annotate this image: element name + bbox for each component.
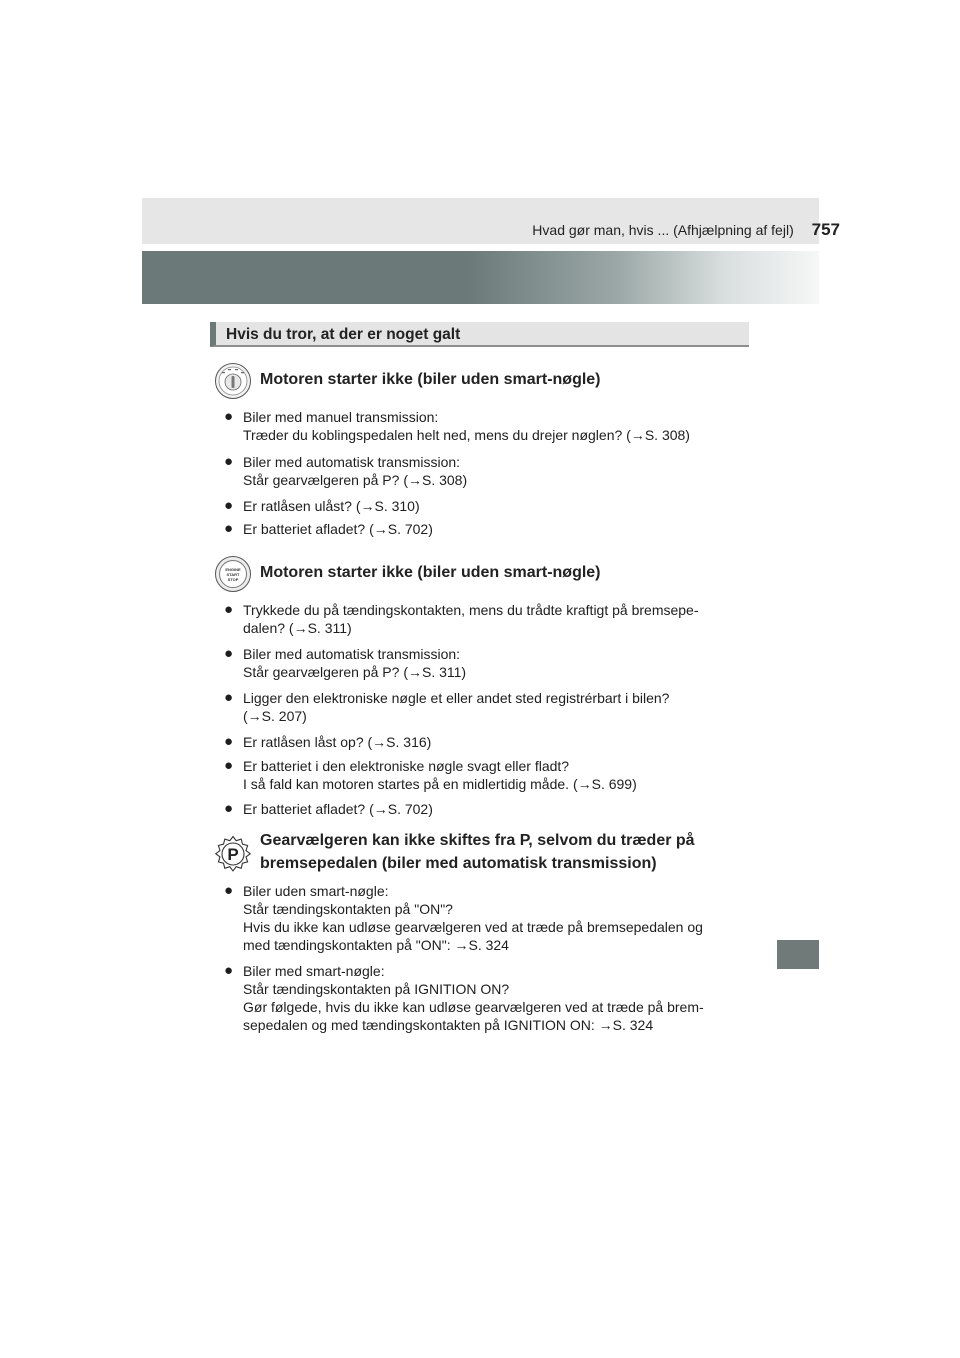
list-item — [224, 453, 750, 489]
list-item — [224, 497, 750, 515]
ignition-key-switch-icon — [214, 362, 252, 400]
park-gear-p-icon — [214, 835, 252, 873]
item-line: Er batteriet afladet? (→S. 702) — [243, 521, 433, 537]
bullet-icon: ● — [224, 800, 234, 817]
bullet-icon: ● — [224, 689, 234, 706]
list-item — [224, 882, 750, 954]
bullet-icon: ● — [224, 962, 234, 979]
list-item — [224, 689, 750, 725]
item-line: Står gearvælgeren på P? (→S. 308) — [243, 472, 468, 488]
engine-start-stop-button-icon — [214, 555, 252, 593]
list-item — [224, 601, 750, 637]
item-line: Træder du koblingspedalen helt ned, mens du drejer nøglen? (→S. 308) — [243, 427, 690, 443]
bullet-icon: ● — [224, 408, 234, 425]
item-line: Står gearvælgeren på P? (→S. 311) — [243, 664, 467, 680]
item-line: Biler med automatisk transmission: — [243, 646, 461, 662]
svg-text:STOP: STOP — [227, 577, 239, 582]
item-line: Står tændingskontakten på IGNITION ON? — [243, 981, 510, 997]
item-line: med tændingskontakten på "ON": →S. 324 — [243, 937, 509, 953]
block-heading: Motoren starter ikke (biler uden smart-nøgle) — [260, 564, 601, 581]
item-line: Er batteriet i den elektroniske nøgle svagt eller fladt? — [243, 758, 570, 774]
item-line: Trykkede du på tændingskontakten, mens du trådte kraftigt på bremsepe- — [243, 602, 699, 618]
list-item — [224, 962, 750, 1034]
item-line: Står tændingskontakten på "ON"? — [243, 901, 453, 917]
section-heading — [210, 322, 749, 347]
item-line: Ligger den elektroniske nøgle et eller andet sted registrérbart i bilen? — [243, 690, 670, 706]
item-line: sepedalen og med tændingskontakten på IGNITION ON: →S. 324 — [243, 1017, 654, 1033]
item-line: (→S. 207) — [243, 708, 307, 724]
item-line: dalen? (→S. 311) — [243, 620, 352, 636]
item-line: I så fald kan motoren startes på en midlertidig måde. (→S. 699) — [243, 776, 637, 792]
list-item — [224, 408, 750, 444]
bullet-icon: ● — [224, 601, 234, 618]
chapter-gradient-bar — [142, 251, 819, 304]
item-line: Er ratlåsen låst op? (→S. 316) — [243, 734, 432, 750]
chapter-title: Hvad gør man, hvis ... (Afhjælpning af fejl) — [532, 222, 794, 238]
page-number: 757 — [811, 220, 840, 239]
svg-text:START: START — [226, 572, 240, 577]
item-line: Biler med manuel transmission: — [243, 409, 439, 425]
item-line: Biler med smart-nøgle: — [243, 963, 385, 979]
bullet-icon: ● — [224, 520, 234, 537]
bullet-icon: ● — [224, 497, 234, 514]
bullet-icon: ● — [224, 882, 234, 899]
item-line: Er ratlåsen ulåst? (→S. 310) — [243, 498, 420, 514]
bullet-icon: ● — [224, 733, 234, 750]
list-item — [224, 800, 750, 818]
bullet-icon: ● — [224, 757, 234, 774]
block-heading-line: Gearvælgeren kan ikke skiftes fra P, selvom du træder på — [260, 832, 695, 849]
svg-text:P: P — [227, 845, 239, 864]
block-heading: Motoren starter ikke (biler uden smart-nøgle) — [260, 371, 601, 388]
item-line: Biler uden smart-nøgle: — [243, 883, 389, 899]
section-title: Hvis du tror, at der er noget galt — [226, 326, 461, 343]
item-line: Gør følgede, hvis du ikke kan udløse gearvælgeren ved at træde på brem- — [243, 999, 704, 1015]
list-item — [224, 733, 750, 751]
svg-text:ENGINE: ENGINE — [225, 567, 241, 572]
item-line: Hvis du ikke kan udløse gearvælgeren ved at træde på bremsepedalen og — [243, 919, 703, 935]
chapter-side-tab — [777, 940, 819, 969]
page-header — [532, 220, 840, 240]
bullet-icon: ● — [224, 645, 234, 662]
block-heading — [260, 829, 695, 875]
list-item — [224, 520, 750, 538]
item-line: Er batteriet afladet? (→S. 702) — [243, 801, 433, 817]
list-item — [224, 757, 750, 793]
block-heading-line: bremsepedalen (biler med automatisk transmission) — [260, 855, 657, 872]
bullet-icon: ● — [224, 453, 234, 470]
list-item — [224, 645, 750, 681]
item-line: Biler med automatisk transmission: — [243, 454, 461, 470]
